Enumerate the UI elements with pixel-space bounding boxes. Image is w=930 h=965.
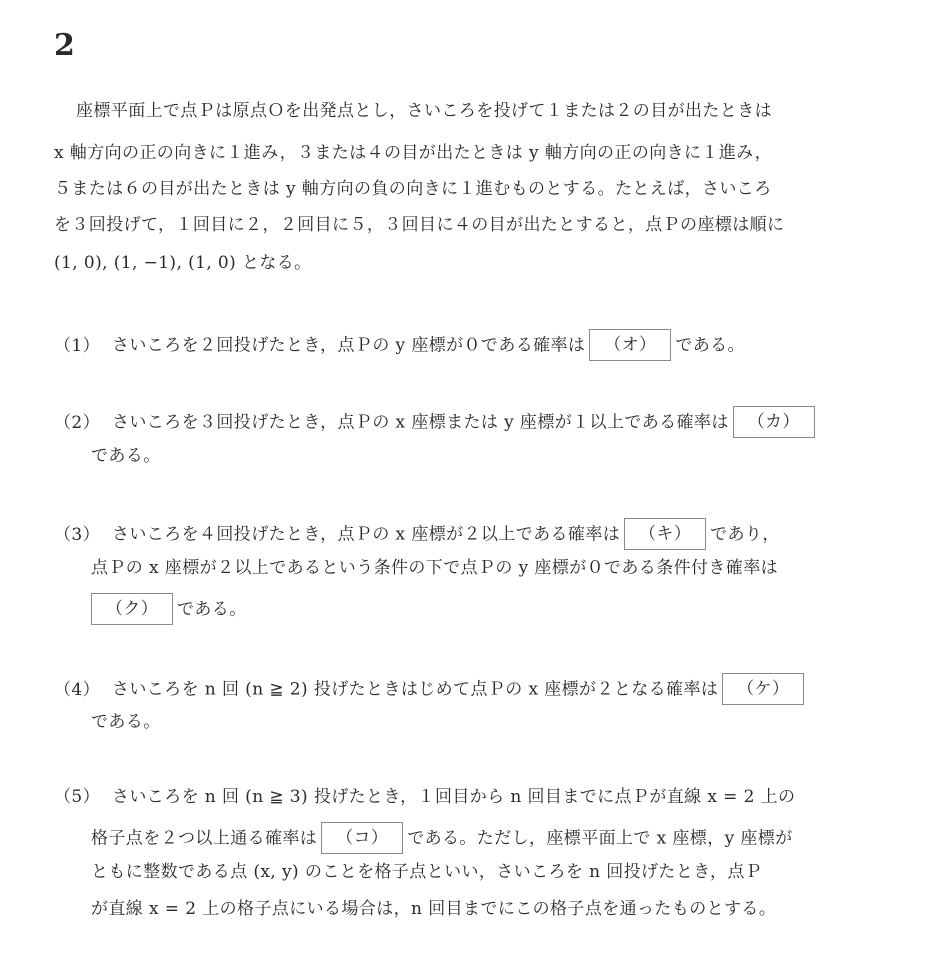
question-3-line-2: 点Ｐの x 座標が２以上であるという条件の下で点Ｐの y 座標が０である条件付き確率は (91, 558, 779, 578)
question-4 (54, 674, 808, 706)
question-5-line-4: が直線 x = 2 上の格子点にいる場合は，n 回目までにこの格子点を通ったものとする。 (91, 899, 777, 919)
question-text-cont: である。ただし，座標平面上で x 座標，y 座標が (407, 828, 793, 849)
question-3 (54, 519, 780, 551)
question-text-end: である。 (177, 599, 247, 620)
question-number: （2） (54, 412, 101, 433)
answer-blank-ko: （コ） (321, 822, 403, 854)
question-1 (54, 330, 745, 362)
answer-blank-ka: （カ） (733, 406, 815, 438)
answer-blank-ke: （ケ） (722, 673, 804, 705)
question-text: 格子点を２つ以上通る確率は (91, 828, 318, 849)
intro-line-1: 座標平面上で点Ｐは原点Ｏを出発点とし，さいころを投げて１または２の目が出たときは (76, 101, 772, 121)
question-2-line-2: である。 (91, 446, 161, 466)
question-number: （4） (54, 679, 101, 700)
question-5 (54, 786, 795, 808)
answer-blank-ku: （ク） (91, 593, 173, 625)
question-3-line-3 (91, 594, 247, 626)
question-5-line-2 (91, 823, 793, 855)
question-text: さいころを２回投げたとき，点Ｐの y 座標が０である確率は (112, 335, 586, 356)
question-text-end: である。 (675, 335, 745, 356)
question-text: さいころを４回投げたとき，点Ｐの x 座標が２以上である確率は (112, 524, 621, 545)
question-text-mid: であり， (710, 524, 780, 545)
question-text: さいころを n 回 (n ≧ 2) 投げたときはじめて点Ｐの x 座標が２となる確率は (112, 679, 719, 700)
question-number: （5） (54, 787, 101, 807)
question-text: さいころを３回投げたとき，点Ｐの x 座標または y 座標が１以上である確率は (112, 412, 729, 433)
intro-line-2: x 軸方向の正の向きに１進み，３または４の目が出たときは y 軸方向の正の向きに１進み， (54, 143, 773, 163)
question-5-line-3: ともに整数である点 (x, y) のことを格子点といい，さいころを n 回投げたとき，点Ｐ (91, 862, 763, 882)
intro-line-3: ５または６の目が出たときは y 軸方向の負の向きに１進むものとする。たとえば，さいころ (54, 179, 772, 199)
question-2 (54, 407, 819, 439)
question-number: （3） (54, 524, 101, 545)
answer-blank-o: （オ） (589, 329, 671, 361)
intro-line-5: (1, 0), (1, −1), (1, 0) となる。 (54, 253, 312, 273)
intro-line-4: を３回投げて，１回目に２，２回目に５，３回目に４の目が出たとすると，点Ｐの座標は順に (54, 215, 785, 235)
question-text: さいころを n 回 (n ≧ 3) 投げたとき，１回目から n 回目までに点Ｐが直線 x = 2 上の (112, 787, 796, 807)
problem-number: 2 (54, 28, 75, 63)
question-4-line-2: である。 (91, 712, 161, 732)
question-number: （1） (54, 335, 101, 356)
answer-blank-ki: （キ） (624, 518, 706, 550)
